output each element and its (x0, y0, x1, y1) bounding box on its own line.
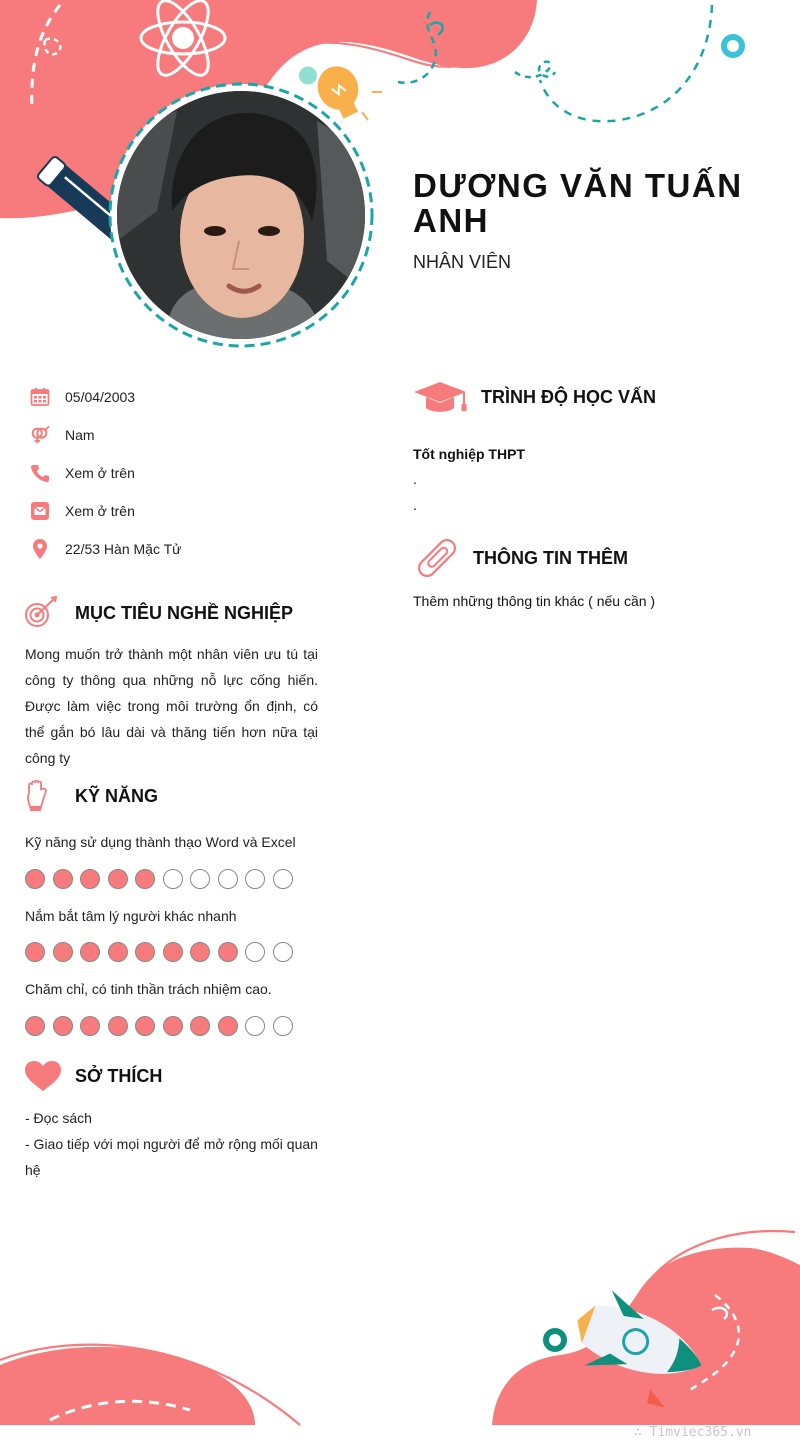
rating-dot-filled (108, 1016, 128, 1036)
extra-header (416, 537, 628, 579)
address-text: 22/53 Hàn Mặc Tử (65, 541, 182, 557)
education-detail: . (413, 497, 417, 513)
rating-dot-filled (135, 942, 155, 962)
skills-title: KỸ NĂNG (75, 785, 159, 806)
rating-dot-filled (108, 869, 128, 889)
email-text: Xem ở trên (65, 503, 135, 519)
skill-label: Chăm chỉ, có tinh thần trách nhiệm cao. (25, 981, 272, 997)
paperclip-icon (416, 537, 458, 579)
birthday-text: 05/04/2003 (65, 389, 136, 405)
rating-dot-filled (190, 1016, 210, 1036)
hand-icon (26, 780, 48, 812)
skill-label: Nắm bắt tâm lý người khác nhanh (25, 908, 237, 924)
rating-dot-filled (80, 1016, 100, 1036)
rating-dot-filled (190, 942, 210, 962)
calendar-icon (30, 387, 50, 407)
avatar (117, 91, 365, 339)
objective-header (24, 596, 293, 630)
rating-dot-filled (80, 942, 100, 962)
objective-title: MỤC TIÊU NGHỀ NGHIỆP (75, 602, 294, 623)
rating-dot-filled (135, 869, 155, 889)
rating-dot-filled (163, 942, 183, 962)
rating-dot-empty (273, 942, 293, 962)
rating-dot-empty (163, 869, 183, 889)
rating-dot-filled (25, 942, 45, 962)
rating-dot-filled (25, 1016, 45, 1036)
address-row (30, 537, 182, 561)
rating-dot-empty (218, 869, 238, 889)
skill-rating (25, 942, 293, 962)
education-degree: Tốt nghiệp THPT (413, 446, 525, 462)
heart-icon (24, 1060, 62, 1092)
education-title: TRÌNH ĐỘ HỌC VẤN (481, 386, 656, 407)
rating-dot-filled (163, 1016, 183, 1036)
rating-dot-empty (273, 1016, 293, 1036)
education-detail: . (413, 471, 417, 487)
rating-dot-filled (53, 1016, 73, 1036)
birthday-row (30, 385, 136, 409)
envelope-icon (30, 501, 50, 521)
rating-dot-filled (80, 869, 100, 889)
graduation-cap-icon (414, 380, 470, 414)
rating-dot-empty (245, 869, 265, 889)
job-position: NHÂN VIÊN (413, 252, 512, 272)
extra-text: Thêm những thông tin khác ( nếu cần ) (413, 593, 656, 609)
gender-text: Nam (65, 427, 95, 443)
rating-dot-empty (245, 942, 265, 962)
phone-text: Xem ở trên (65, 465, 135, 481)
target-icon (24, 596, 60, 630)
rating-dot-filled (108, 942, 128, 962)
watermark: ∴ Timviec365.vn (634, 1425, 752, 1440)
gender-row (30, 423, 95, 447)
rating-dot-filled (53, 942, 73, 962)
skill-rating (25, 869, 293, 889)
education-header (414, 380, 656, 414)
hobbies-header (24, 1060, 162, 1092)
hobby-item: - Giao tiếp với mọi người để mở rộng mối quan hệ (25, 1136, 318, 1178)
rating-dot-filled (135, 1016, 155, 1036)
phone-icon (30, 463, 50, 483)
rating-dot-filled (53, 869, 73, 889)
objective-text: Mong muốn trở thành một nhân viên ưu tú tại công ty thông qua những nỗ lực cống hiến. Được làm việc trong môi trường ổn định, có thể gắn bó lâu dài và thăng tiến hơn nữa tại công ty (25, 646, 318, 766)
rating-dot-empty (273, 869, 293, 889)
skill-rating (25, 1016, 293, 1036)
phone-row (30, 461, 135, 485)
rating-dot-empty (245, 1016, 265, 1036)
hobby-item: - Đọc sách (25, 1110, 92, 1126)
gender-icon (30, 425, 50, 445)
candidate-name: DƯƠNG VĂN TUẤN ANH (413, 167, 743, 239)
map-pin-icon (30, 539, 50, 559)
rating-dot-filled (25, 869, 45, 889)
rating-dot-filled (218, 942, 238, 962)
rating-dot-empty (190, 869, 210, 889)
skill-label: Kỹ năng sử dụng thành thạo Word và Excel (25, 834, 296, 850)
footer-decoration (0, 1220, 800, 1450)
extra-title: THÔNG TIN THÊM (473, 547, 628, 568)
rating-dot-filled (218, 1016, 238, 1036)
hobbies-title: SỞ THÍCH (75, 1065, 163, 1086)
email-row (30, 499, 135, 523)
skills-header (26, 780, 158, 812)
